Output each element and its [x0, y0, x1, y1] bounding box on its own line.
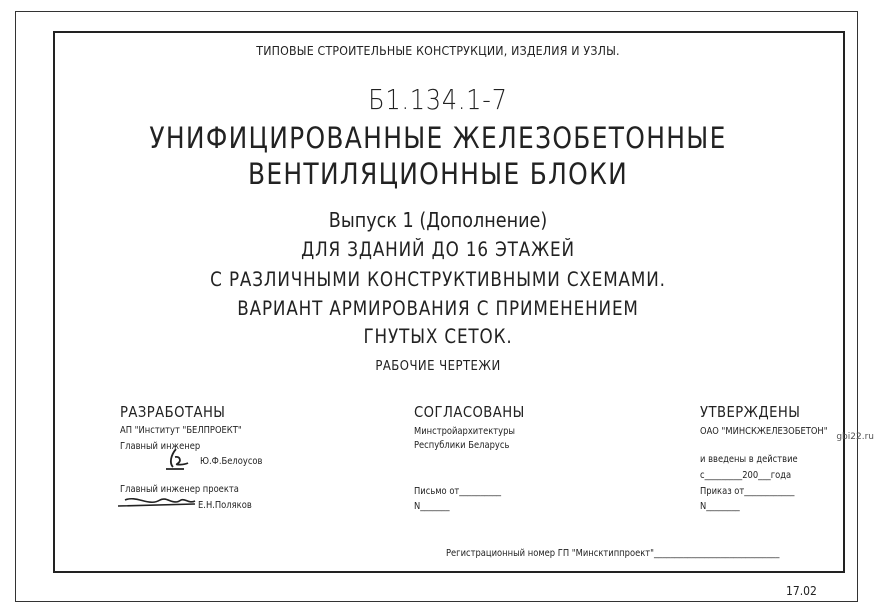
working-drawings-label: РАБОЧИЕ ЧЕРТЕЖИ	[375, 359, 501, 374]
approved-heading: УТВЕРЖДЕНЫ	[700, 403, 801, 421]
approved-date: с_________200___года	[700, 470, 792, 481]
main-title-line-2: ВЕНТИЛЯЦИОННЫЕ БЛОКИ	[247, 157, 629, 191]
developed-heading: РАЗРАБОТАНЫ	[120, 403, 226, 421]
site-watermark: gbi22.ru	[836, 432, 874, 442]
developed-org: АП "Институт "БЕЛПРОЕКТ"	[120, 425, 242, 436]
approved-order: Приказ от____________	[700, 486, 795, 497]
agreed-heading: СОГЛАСОВАНЫ	[414, 403, 525, 421]
document-code: Б1.134.1-7	[368, 83, 508, 116]
project-engineer-label: Главный инженер проекта	[120, 484, 239, 495]
approved-org: ОАО "МИНСКЖЕЛЕЗОБЕТОН"	[700, 426, 828, 437]
series-title: ТИПОВЫЕ СТРОИТЕЛЬНЫЕ КОНСТРУКЦИИ, ИЗДЕЛИЯ И УЗЛЫ.	[256, 44, 620, 58]
project-engineer-signature	[115, 492, 201, 512]
approved-number: N________	[700, 501, 740, 512]
agreed-org-line-2: Республики Беларусь	[414, 440, 510, 451]
issue-label: Выпуск 1 (Дополнение)	[328, 208, 548, 232]
description-line-1: ДЛЯ ЗДАНИЙ ДО 16 ЭТАЖЕЙ	[301, 238, 575, 261]
chief-engineer-label: Главный инженер	[120, 441, 201, 452]
agreed-org-line-1: Минстройархитектуры	[414, 426, 516, 437]
approved-enacted: и введены в действие	[700, 454, 798, 465]
agreed-letter: Письмо от__________	[414, 486, 502, 497]
sheet-number: 17.02	[786, 584, 817, 598]
chief-engineer-name: Ю.Ф.Белоусов	[200, 456, 263, 467]
description-line-2: С РАЗЛИЧНЫМИ КОНСТРУКТИВНЫМИ СХЕМАМИ.	[210, 268, 666, 291]
agreed-number: N_______	[414, 501, 450, 512]
project-engineer-name: Е.Н.Поляков	[198, 500, 252, 511]
registration-number: Регистрационный номер ГП "Минсктиппроект"______________________________	[446, 548, 780, 559]
description-line-3: ВАРИАНТ АРМИРОВАНИЯ С ПРИМЕНЕНИЕМ	[237, 297, 639, 320]
main-title-line-1: УНИФИЦИРОВАННЫЕ ЖЕЛЕЗОБЕТОННЫЕ	[149, 121, 727, 155]
description-line-4: ГНУТЫХ СЕТОК.	[363, 325, 513, 348]
chief-engineer-signature	[162, 445, 192, 473]
